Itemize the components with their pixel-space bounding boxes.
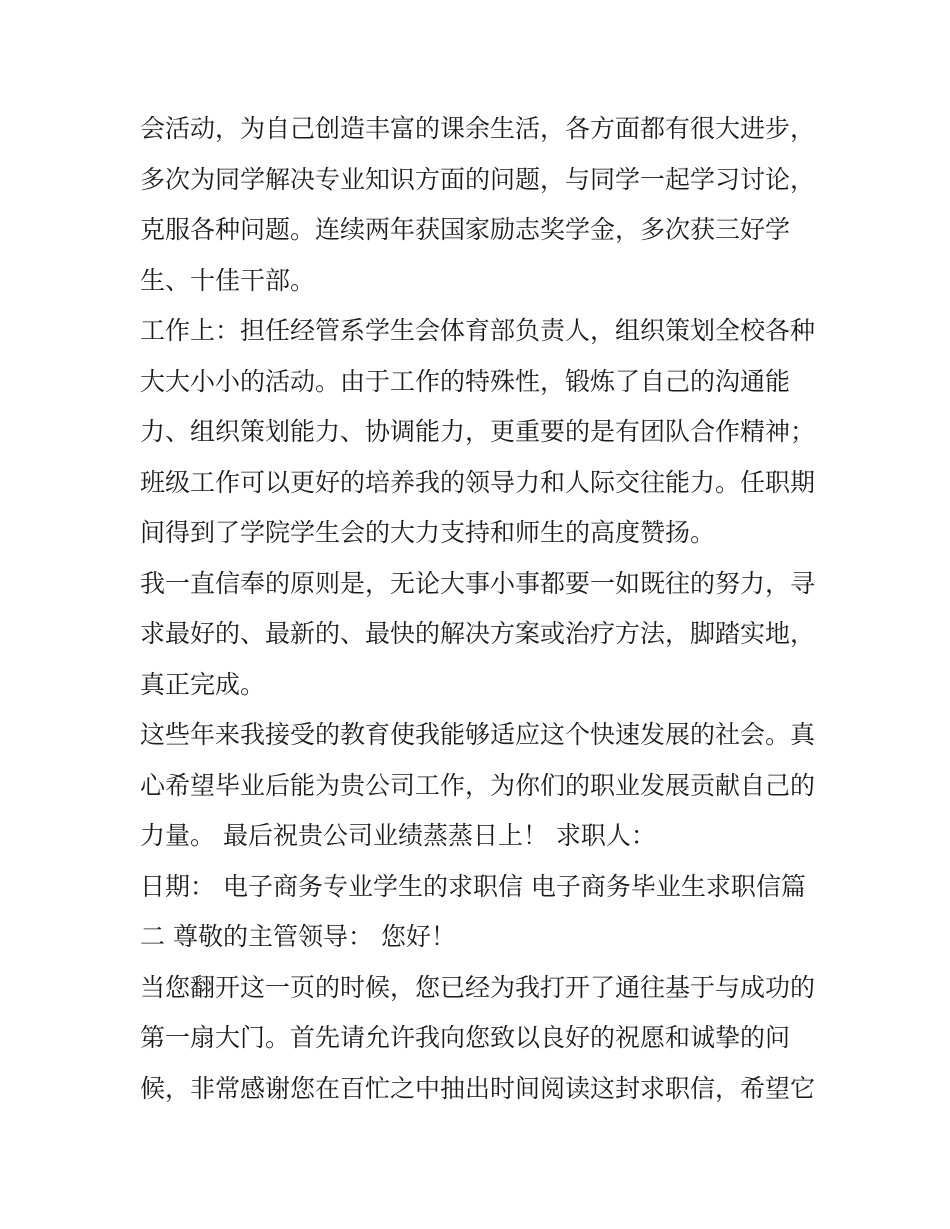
text-line: 力量。 最后祝贵公司业绩蒸蒸日上！ 求职人： (140, 821, 656, 850)
text-line: 心希望毕业后能为贵公司工作，为你们的职业发展贡献自己的 (140, 770, 816, 800)
text-line: 多次为同学解决专业知识方面的问题，与同学一起学习讨论， (140, 164, 816, 194)
text-line: 第一扇大门。首先请允许我向您致以良好的祝愿和诚挚的问 (140, 1023, 791, 1052)
text-line: 这些年来我接受的教育使我能够适应这个快速发展的社会。真 (140, 720, 816, 749)
text-line: 候，非常感谢您在百忙之中抽出时间阅读这封求职信，希望它 (140, 1073, 816, 1103)
text-line: 二 尊敬的主管领导： 您好！ (140, 922, 456, 951)
text-line: 克服各种问题。连续两年获国家励志奖学金，多次获三好学 (140, 215, 791, 244)
text-line: 班级工作可以更好的培养我的领导力和人际交往能力。任职期 (140, 467, 816, 497)
text-line: 我一直信奉的原则是，无论大事小事都要一如既往的努力，寻 (140, 568, 816, 598)
text-line: 大大小小的活动。由于工作的特殊性，锻炼了自己的沟通能 (140, 366, 791, 396)
body-text (140, 104, 820, 1114)
text-line: 会活动，为自己创造丰富的课余生活，各方面都有很大进步， (140, 114, 816, 143)
text-line: 间得到了学院学生会的大力支持和师生的高度赞扬。 (140, 518, 716, 547)
text-line: 当您翻开这一页的时候，您已经为我打开了通往基于与成功的 (140, 972, 816, 1002)
text-line: 求最好的、最新的、最快的解决方案或治疗方法，脚踏实地， (140, 619, 816, 648)
text-line: 力、组织策划能力、协调能力，更重要的是有团队合作精神； (140, 417, 816, 446)
text-line: 日期： 电子商务专业学生的求职信 电子商务毕业生求职信篇 (140, 871, 806, 901)
text-line: 工作上：担任经管系学生会体育部负责人，组织策划全校各种 (140, 316, 816, 345)
text-line: 真正完成。 (140, 669, 266, 699)
text-line: 生、十佳干部。 (140, 265, 316, 295)
